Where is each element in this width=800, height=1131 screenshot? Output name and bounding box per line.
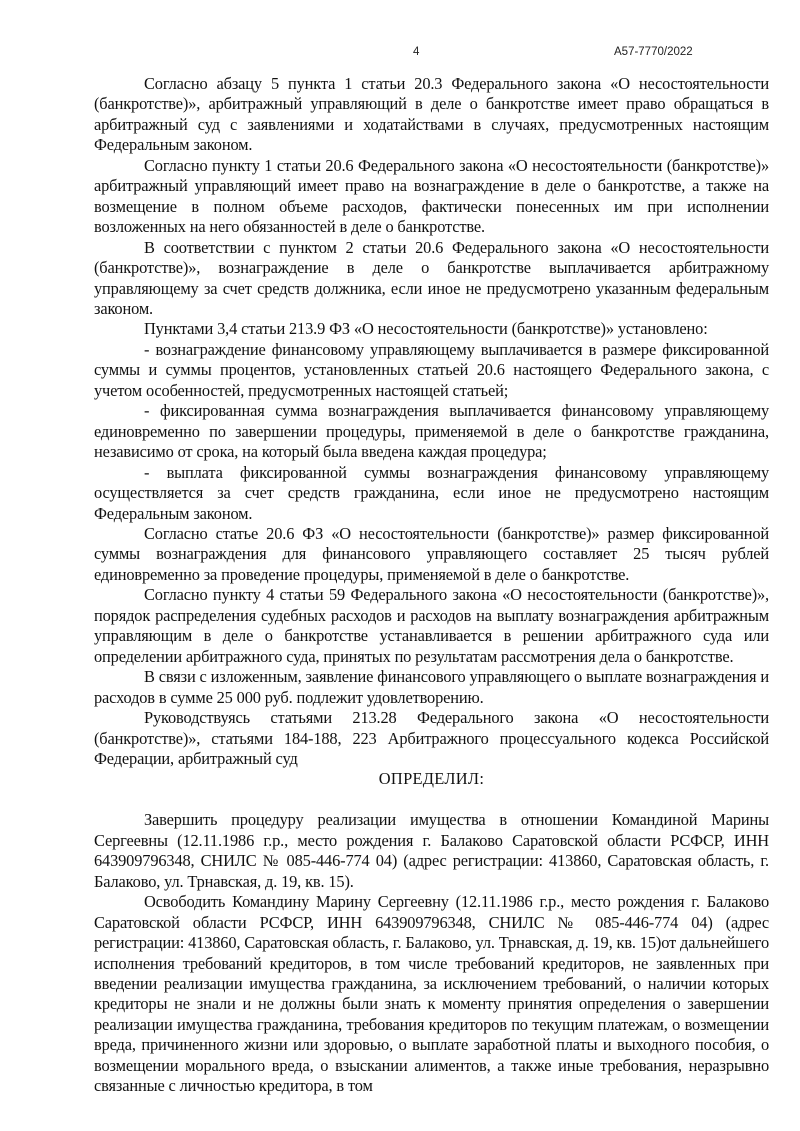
paragraph: Пунктами 3,4 статьи 213.9 ФЗ «О несостоятельности (банкротстве)» установлено:: [144, 319, 708, 339]
paragraph: В связи с изложенным, заявление финансового управляющего о выплате вознаграждения и расходов в сумме 25 000 руб. подлежит удовлетворению.: [94, 667, 769, 707]
document-body: [94, 74, 769, 1097]
case-number: А57-7770/2022: [614, 46, 693, 58]
list-item: - выплата фиксированной суммы вознаграждения финансовому управляющему осуществляется за счет средств гражданина, если иное не предусмотрено настоящим Федеральным законом.: [94, 462, 769, 523]
paragraph: Руководствуясь статьями 213.28 Федерального закона «О несостоятельности (банкротстве)», статьями 184-188, 223 Арбитражного процессуального кодекса Российской Федерации, арбитражный суд: [94, 708, 769, 768]
paragraph: Согласно пункту 4 статьи 59 Федерального закона «О несостоятельности (банкротстве)», порядок распределения судебных расходов и расходов на выплату вознаграждения арбитражным управляющим в деле о банкротстве устанавливается в решении арбитражного суда или определении арбитражного суда, принятых по результатам рассмотрения дела о банкротстве.: [94, 585, 769, 666]
ruling-heading: ОПРЕДЕЛИЛ:: [378, 769, 485, 789]
list-item: - вознаграждение финансовому управляющему выплачивается в размере фиксированной суммы и суммы процентов, установленных статьей 20.6 настоящего Федерального закона, с учетом особенностей, предусмотренных настоящей статьей;: [94, 339, 769, 400]
ruling-paragraph: Завершить процедуру реализации имущества в отношении Командиной Марины Сергеевны (12.11.1986 г.р., место рождения г. Балаково Саратовской области РСФСР, ИНН 643909796348, СНИЛС № 085-446-774 04) (адрес регистрации: 413860, Саратовская область, г. Балаково, ул. Трнавская, д. 19, кв. 15).: [94, 810, 769, 891]
ruling-paragraph: Освободить Командину Марину Сергеевну (12.11.1986 г.р., место рождения г. Балаково Саратовской области РСФСР, ИНН 643909796348, СНИЛС № 085-446-774 04) (адрес регистрации: 413860, Саратовская область, г. Балаково, ул. Трнавская, д. 19, кв. 15)от дальнейшего исполнения требований кредиторов, в том числе требований кредиторов, не заявленных при введении реализации имущества гражданина, за исключением требований, о наличии которых кредиторы не знали и не должны были знать к моменту принятия определения о завершении реализации имущества гражданина, требования кредиторов по текущим платежам, о возмещении вреда, причиненного жизни или здоровью, о выплате заработной платы и выходного пособия, о возмещении морального вреда, о взыскании алиментов, а также иные требования, неразрывно связанные с личностью кредитора, в том: [94, 892, 769, 1096]
paragraph: Согласно абзацу 5 пункта 1 статьи 20.3 Федерального закона «О несостоятельности (банкротстве)», арбитражный управляющий в деле о банкротстве имеет право обращаться в арбитражный суд с заявлениями и ходатайствами в случаях, предусмотренных настоящим Федеральным законом.: [94, 74, 769, 155]
paragraph: Согласно статье 20.6 ФЗ «О несостоятельности (банкротстве)» размер фиксированной суммы вознаграждения для финансового управляющего составляет 25 тысяч рублей единовременно за проведение процедуры, применяемой в деле о банкротстве.: [94, 523, 769, 584]
page-number: 4: [413, 46, 420, 58]
paragraph: В соответствии с пунктом 2 статьи 20.6 Федерального закона «О несостоятельности (банкротстве)», вознаграждение в деле о банкротстве выплачивается арбитражному управляющему за счет средств должника, если иное не предусмотрено указанным федеральным законом.: [94, 237, 769, 318]
list-item: - фиксированная сумма вознаграждения выплачивается финансовому управляющему единовременно по завершении процедуры, применяемой в деле о банкротстве гражданина, независимо от срока, на который была введена каждая процедура;: [94, 401, 769, 462]
paragraph: Согласно пункту 1 статьи 20.6 Федерального закона «О несостоятельности (банкротстве)» арбитражный управляющий имеет право на вознаграждение в деле о банкротстве, а также на возмещение в полном объеме расходов, фактически понесенных им при исполнении возложенных на него обязанностей в деле о банкротстве.: [94, 155, 769, 237]
